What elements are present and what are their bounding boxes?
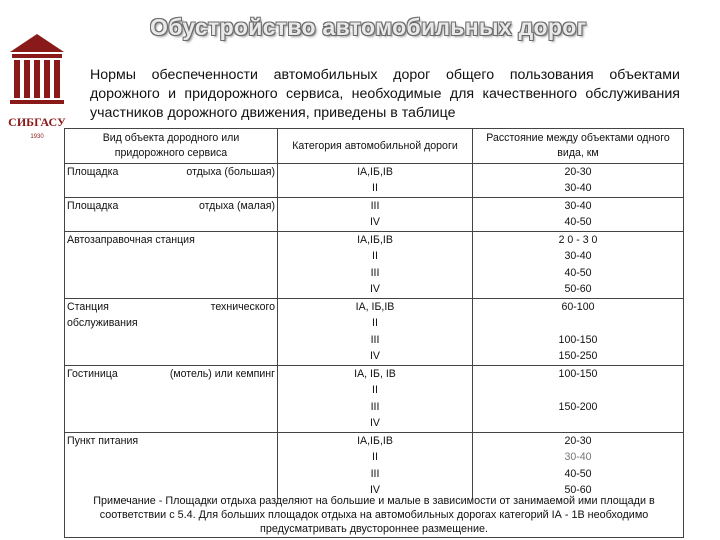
table-row — [65, 316, 683, 333]
cell-object — [65, 164, 278, 181]
table-row — [65, 265, 683, 282]
cell-distance: 30-40 — [473, 181, 684, 198]
logo-text: СИБГАСУ — [8, 115, 66, 129]
table-row — [65, 399, 683, 416]
table-row — [65, 450, 683, 467]
cell-category: IА, IБ, IВ — [278, 366, 473, 383]
cell-object — [65, 282, 278, 299]
cell-category: IV — [278, 282, 473, 299]
cell-object — [65, 416, 278, 433]
cell-distance: 50-60 — [473, 483, 684, 500]
header-object: Вид объекта дородного или придорожного сервиса — [65, 129, 278, 164]
table-row — [65, 232, 683, 249]
table-row — [65, 249, 683, 266]
cell-distance: 40-50 — [473, 466, 684, 483]
cell-category: III — [278, 332, 473, 349]
cell-object — [65, 399, 278, 416]
table-row — [65, 181, 683, 198]
cell-distance — [473, 416, 684, 433]
cell-object — [65, 332, 278, 349]
page-title: Обустройство автомобильных дорог — [150, 14, 587, 40]
cell-category: IV — [278, 215, 473, 232]
cell-object-part: Гостиница — [67, 367, 118, 380]
cell-category: IА,IБ,IВ — [278, 433, 473, 450]
cell-distance — [473, 383, 684, 400]
header-category: Категория автомобильной дороги — [278, 129, 473, 164]
cell-distance: 40-50 — [473, 215, 684, 232]
cell-distance: 50-60 — [473, 282, 684, 299]
cell-category: IV — [278, 416, 473, 433]
table-row — [65, 433, 683, 450]
cell-object — [65, 299, 278, 316]
cell-object: Пункт питания — [65, 433, 278, 450]
cell-object — [65, 198, 278, 215]
cell-distance: 150-250 — [473, 349, 684, 366]
cell-object-part: отдыха (малая) — [198, 199, 275, 212]
table-row — [65, 466, 683, 483]
table-row — [65, 299, 683, 316]
table-row — [65, 198, 683, 215]
cell-category: II — [278, 249, 473, 266]
header-distance: Расстояние между объектами одного вида, км — [473, 129, 684, 164]
table-row — [65, 164, 683, 181]
intro-paragraph: Нормы обеспеченности автомобильных дорог общего пользования объектами дорожного и придорожного сервиса, необходимые для качественного обслуживания участников дорожного движения, приведены в таблице — [90, 67, 680, 121]
cell-category: III — [278, 466, 473, 483]
cell-object: обслуживания — [67, 317, 138, 330]
cell-object — [65, 249, 278, 266]
cell-category: IА,IБ,IВ — [278, 232, 473, 249]
cell-distance: 30-40 — [473, 249, 684, 266]
cell-distance: 100-150 — [473, 366, 684, 383]
cell-object-part: технического — [210, 300, 275, 313]
cell-distance: 40-50 — [473, 265, 684, 282]
cell-object — [65, 215, 278, 232]
cell-object — [65, 265, 278, 282]
cell-category: II — [278, 450, 473, 467]
cell-category: IV — [278, 349, 473, 366]
table-header-row — [65, 129, 683, 164]
cell-distance: 60-100 — [473, 299, 684, 316]
cell-category: III — [278, 198, 473, 215]
table-row — [65, 215, 683, 232]
cell-category: II — [278, 316, 473, 333]
cell-distance: 30-40 — [473, 198, 684, 215]
cell-category: IА, IБ,IВ — [278, 299, 473, 316]
cell-distance — [473, 316, 684, 333]
table-row — [65, 349, 683, 366]
cell-category: IV — [278, 483, 473, 500]
table-row — [65, 383, 683, 400]
cell-distance: 2 0 - 3 0 — [473, 232, 684, 249]
cell-object — [65, 366, 278, 383]
university-logo — [4, 14, 70, 144]
cell-object — [65, 450, 278, 467]
cell-object: Автозаправочная станция — [65, 232, 278, 249]
cell-object — [65, 466, 278, 483]
table-note: Примечание - Площадки отдыха разделяют на большие и малые в зависимости от занимаемой ими площади в соответствии с 5.4. Для больших площадок отдыха на автомобильных дорогах категорий IА - 1В необходимо предусматривать двустороннее размещение. — [93, 495, 655, 535]
cell-object — [65, 181, 278, 198]
cell-distance: 20-30 — [473, 164, 684, 181]
cell-object-part: Площадка — [67, 199, 119, 212]
cell-object-part: Площадка — [67, 165, 119, 178]
cell-distance: 20-30 — [473, 433, 684, 450]
cell-category: IА,IБ,IВ — [278, 164, 473, 181]
cell-distance: 100-150 — [473, 332, 684, 349]
cell-category: II — [278, 181, 473, 198]
cell-object — [65, 349, 278, 366]
table-row — [65, 416, 683, 433]
norms-table — [64, 128, 684, 538]
table-row — [65, 366, 683, 383]
cell-distance: 150-200 — [473, 399, 684, 416]
table-row — [65, 332, 683, 349]
cell-distance: 30-40 — [473, 450, 684, 467]
cell-object-part: отдыха (большая) — [186, 165, 275, 178]
table-row — [65, 282, 683, 299]
cell-category: II — [278, 383, 473, 400]
cell-object-part: (мотель) или кемпинг — [169, 367, 275, 380]
cell-category: III — [278, 265, 473, 282]
cell-category: III — [278, 399, 473, 416]
cell-object — [65, 383, 278, 400]
logo-subtext: 1930 — [30, 134, 44, 140]
cell-object-part: Станция — [67, 300, 109, 313]
